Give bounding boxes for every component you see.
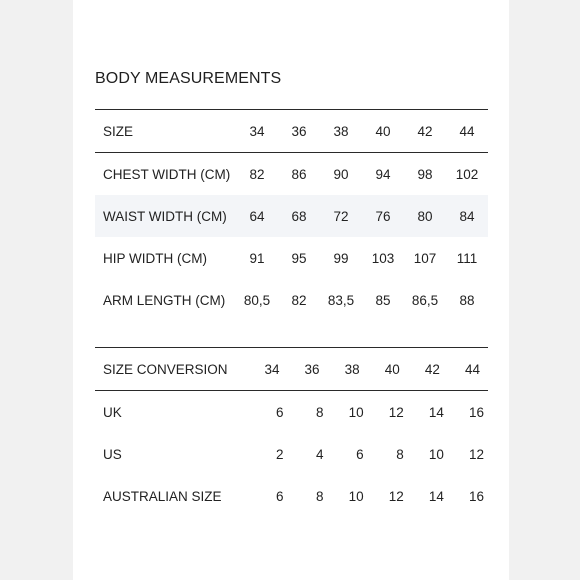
table-header-row xyxy=(95,348,488,391)
table-cell: 6 xyxy=(275,488,284,504)
header-size-label: SIZE xyxy=(103,123,134,139)
row-label: UK xyxy=(103,404,122,420)
header-size-40: 40 xyxy=(375,123,391,139)
table-row-chest-width xyxy=(95,153,488,196)
table-cell: 6 xyxy=(275,404,284,420)
table-cell: 80,5 xyxy=(243,292,271,308)
row-label: CHEST WIDTH (CM) xyxy=(103,166,231,182)
table-row-us xyxy=(95,433,488,475)
table-cell: 16 xyxy=(468,488,484,504)
page-title: BODY MEASUREMENTS xyxy=(95,70,282,87)
table-cell: 103 xyxy=(371,250,395,266)
table-cell: 107 xyxy=(413,250,437,266)
table-cell: 98 xyxy=(417,166,433,182)
table-cell: 102 xyxy=(455,166,479,182)
table-cell: 91 xyxy=(249,250,265,266)
header-size-42: 42 xyxy=(424,361,440,377)
table-row-waist-width xyxy=(95,195,488,237)
table-cell: 68 xyxy=(278,195,320,237)
table-row-hip-width xyxy=(95,237,488,279)
table-cell: 14 xyxy=(428,488,444,504)
table-cell: 72 xyxy=(320,195,362,237)
table-cell: 64 xyxy=(236,195,278,237)
table-cell: 10 xyxy=(428,446,444,462)
row-label: AUSTRALIAN SIZE xyxy=(103,488,222,504)
header-size-44: 44 xyxy=(459,123,475,139)
size-conversion-table xyxy=(95,347,488,517)
table-cell: 2 xyxy=(275,446,284,462)
header-size-40: 40 xyxy=(384,361,400,377)
table-cell: 76 xyxy=(362,195,404,237)
table-cell: 80 xyxy=(404,195,446,237)
table-cell: 86 xyxy=(291,166,307,182)
table-cell: 12 xyxy=(468,446,484,462)
table-cell: 95 xyxy=(291,250,307,266)
row-label: ARM LENGTH (CM) xyxy=(103,292,226,308)
table-cell: 8 xyxy=(316,404,324,420)
table-cell: 16 xyxy=(468,404,484,420)
row-label: HIP WIDTH (CM) xyxy=(103,250,207,266)
table-cell: 83,5 xyxy=(327,292,355,308)
header-size-36: 36 xyxy=(291,123,307,139)
table-cell: 12 xyxy=(388,404,404,420)
header-size-44: 44 xyxy=(464,361,480,377)
table-cell: 82 xyxy=(291,292,307,308)
header-size-34: 34 xyxy=(264,361,280,377)
table-cell: 14 xyxy=(428,404,444,420)
table-cell: 12 xyxy=(388,488,404,504)
table-header-row xyxy=(95,110,488,153)
table-cell: 10 xyxy=(348,488,364,504)
table-cell: 86,5 xyxy=(411,292,439,308)
table-cell: 8 xyxy=(316,488,324,504)
row-label: US xyxy=(103,446,122,462)
table-row-uk xyxy=(95,391,488,434)
table-cell: 82 xyxy=(249,166,265,182)
header-size-38: 38 xyxy=(344,361,360,377)
table-cell: 85 xyxy=(375,292,391,308)
header-size-34: 34 xyxy=(249,123,265,139)
table-row-arm-length xyxy=(95,279,488,321)
table-cell: 90 xyxy=(333,166,349,182)
table-cell: 111 xyxy=(456,250,478,266)
row-label: WAIST WIDTH (CM) xyxy=(95,195,236,237)
header-size-38: 38 xyxy=(333,123,349,139)
table-cell: 88 xyxy=(459,292,475,308)
table-row-australian-size xyxy=(95,475,488,517)
body-measurements-table xyxy=(95,109,488,321)
header-size-36: 36 xyxy=(304,361,320,377)
table-cell: 8 xyxy=(396,446,404,462)
table-cell: 94 xyxy=(375,166,391,182)
table-cell: 6 xyxy=(356,446,364,462)
table-cell: 99 xyxy=(333,250,349,266)
header-size-42: 42 xyxy=(417,123,433,139)
table-cell: 4 xyxy=(316,446,324,462)
header-size-conversion-label: SIZE CONVERSION xyxy=(103,361,228,377)
table-cell: 84 xyxy=(446,195,488,237)
table-cell: 10 xyxy=(348,404,364,420)
